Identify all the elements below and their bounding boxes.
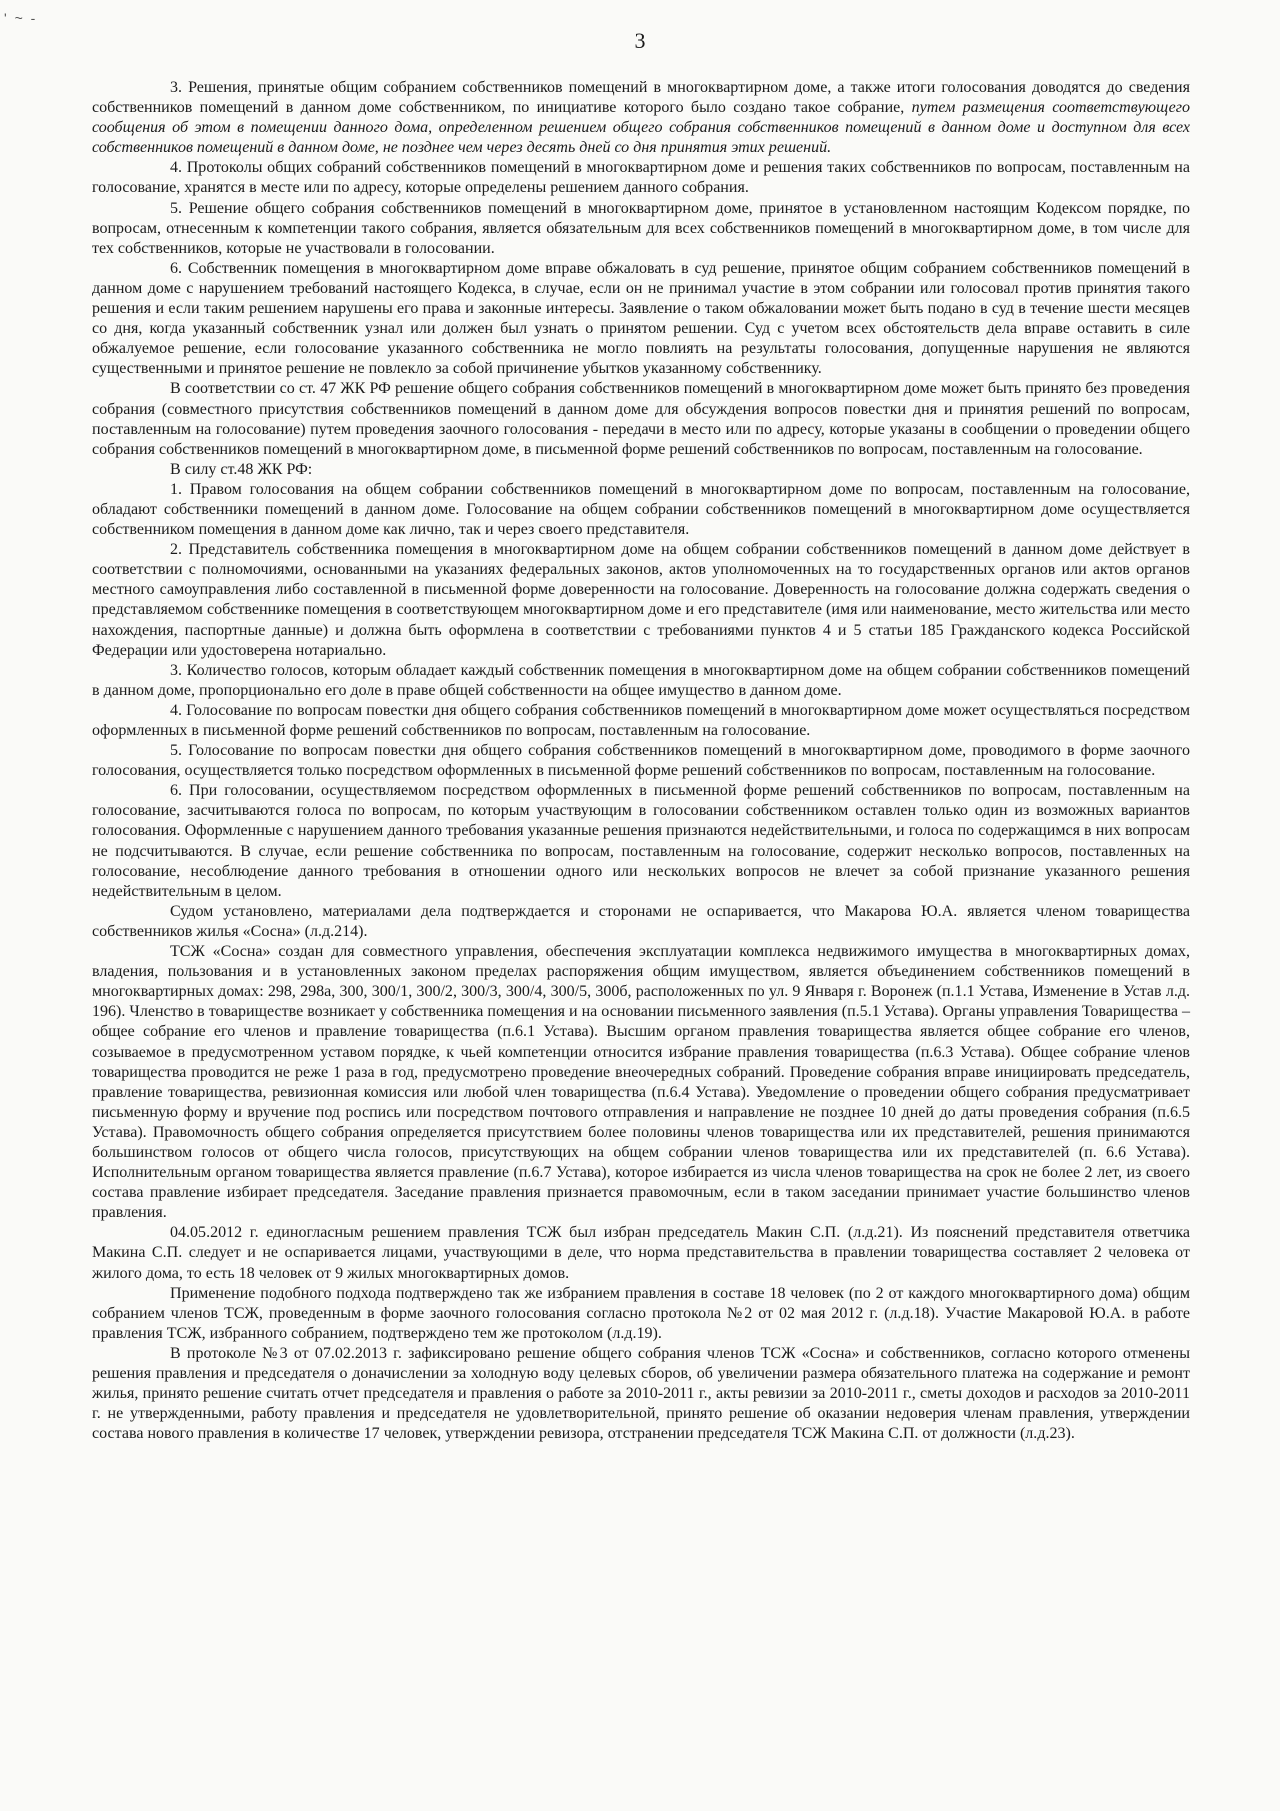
paragraph-15: 04.05.2012 г. единогласным решением правления ТСЖ был избран председатель Макин С.П. (л.д.21). Из пояснений представителя ответчика Макина С.П. следует и не оспаривается лицами, участвующими в деле, что норма представительства в правлении товарищества составляет 2 человека от жилого дома, то есть 18 человек от 9 жилых многоквартирных домов. bbox=[92, 1224, 1190, 1282]
paragraph-7: 1. Правом голосования на общем собрании собственников помещений в многоквартирном доме по вопросам, поставленным на голосование, обладают собственники помещений в данном доме. Голосование на общем собрании собственников помещений в многоквартирном доме осуществляется собственником помещения в данном доме как лично, так и через своего представителя. bbox=[92, 480, 1190, 539]
paragraph-1 bbox=[92, 78, 1190, 158]
page-number: 3 bbox=[634, 28, 646, 53]
paragraph-4: 6. Собственник помещения в многоквартирном доме вправе обжаловать в суд решение, принятое общим собранием собственников помещений в данном доме с нарушением требований настоящего Кодекса, в случае, если он не принимал участие в этом собрании или голосовал против принятия такого решения и если таким решением нарушены его права и законные интересы. Заявление о таком обжаловании может быть подано в суд в течение шести месяцев со дня, когда указанный собственник узнал или должен был узнать о принятом решении. Суд с учетом всех обстоятельств дела вправе оставить в силе обжалуемое решение, если голосование указанного собственника не могло повлиять на результаты голосования, допущенные нарушения не являются существенными и принятое решение не повлекло за собой причинение убытков указанному собственнику. bbox=[92, 259, 1190, 378]
paragraph-3: 5. Решение общего собрания собственников помещений в многоквартирном доме, принятое в установленном настоящим Кодексом порядке, по вопросам, отнесенным к компетенции такого собрания, является обязательным для всех собственников помещений в многоквартирном доме, в том числе для тех собственников, которые не участвовали в голосовании. bbox=[92, 199, 1190, 257]
paragraph-12: 6. При голосовании, осуществляемом посредством оформленных в письменной форме решений собственников по вопросам, поставленным на голосование, засчитываются голоса по вопросам, по которым участвующим в голосовании собственником оставлен только один из возможных вариантов голосования. Оформленные с нарушением данного требования указанные решения признаются недействительными, и голоса по содержащимся в них вопросам не подсчитываются. В случае, если решение собственника по вопросам, поставленным на голосование, содержит несколько вопросов, поставленных на голосование, несоблюдение данного требования в отношении одного или нескольких вопросов не влечет за собой признание указанного решения недействительным в целом. bbox=[92, 782, 1190, 900]
paragraph-10: 4. Голосование по вопросам повестки дня общего собрания собственников помещений в многоквартирном доме может осуществляться посредством оформленных в письменной форме решений собственников по вопросам, поставленным на голосование. bbox=[92, 701, 1190, 739]
paragraph-13: Судом установлено, материалами дела подтверждается и сторонами не оспаривается, что Макарова Ю.А. является членом товарищества собственников жилья «Сосна» (л.д.214). bbox=[92, 902, 1190, 940]
paragraph-text: 3. Решения, принятые общим собранием собственников помещений в многоквартирном доме, а также итоги голосования доводятся до сведения собственников помещений в данном доме собственником, по инициативе которого было создано такое собрание, bbox=[92, 79, 1190, 117]
paragraph-8: 2. Представитель собственника помещения в многоквартирном доме на общем собрании собственников помещений в данном доме действует в соответствии с полномочиями, основанными на указаниях федеральных законов, актов уполномоченных на то государственных органов или актов органов местного самоуправления либо составленной в письменной форме доверенности на голосование. Доверенность на голосование должна содержать сведения о представляемом собственнике помещения в соответствующем многоквартирном доме и его представителе (имя или наименование, место жительства или место нахождения, паспортные данные) и должна быть оформлена в соответствии с требованиями пунктов 4 и 5 статьи 185 Гражданского кодекса Российской Федерации или удостоверена нотариально. bbox=[92, 541, 1190, 659]
scan-mark: ' ~ - bbox=[4, 10, 38, 26]
paragraph-11: 5. Голосование по вопросам повестки дня общего собрания собственников помещений в многоквартирном доме, проводимого в форме заочного голосования, осуществляется только посредством оформленных в письменной форме решений собственников по вопросам, поставленным на голосование. bbox=[92, 742, 1190, 780]
paragraph-14: ТСЖ «Сосна» создан для совместного управления, обеспечения эксплуатации комплекса недвижимого имущества в многоквартирных домах, владения, пользования и в установленных законом пределах распоряжения общим имуществом, является объединением собственников помещений в многоквартирных домах: 298, 298а, 300, 300/1, 300/2, 300/3, 300/4, 300/5, 300б, расположенных по ул. 9 Января г. Воронеж (п.1.1 Устава, Изменение в Устав л.д. 196). Членство в товариществе возникает у собственника помещения и на основании письменного заявления (п.5.1 Устава). Органы управления Товарищества – общее собрание его членов и правление товарищества (п.6.1 Устава). Высшим органом правления товарищества является общее собрание его членов, созываемое в предусмотренном уставом порядке, к чьей компетенции относится избрание правления товарищества (п.6.3 Устава). Общее собрание членов товарищества проводится не реже 1 раза в год, предусмотрено проведение внеочередных собраний. Проведение собрания вправе инициировать председатель, правление товарищества, ревизионная комиссия или любой член товарищества (п.6.4 Устава). Уведомление о проведении общего собрания предусматривает письменную форму и вручение под роспись или посредством почтового отправления и направление не позднее 10 дней до даты проведения собрания (п.6.5 Устава). Правомочность общего собрания определяется присутствием более половины членов товарищества или их представителей, решения принимаются большинством голосов от общего числа голосов, присутствующих на общем собрании членов товарищества или их представителей (п. 6.6 Устава). Исполнительным органом товарищества является правление (п.6.7 Устава), которое избирается из числа членов товарищества на срок не более 2 лет, из своего состава правление избирает председателя. Заседание правления признается правомочным, если в таком заседании принимает участие большинство членов правления. bbox=[92, 943, 1190, 1222]
paragraph-17: В протоколе №3 от 07.02.2013 г. зафиксировано решение общего собрания членов ТСЖ «Сосна» и собственников, согласно которого отменены решения правления и председателя о доначислении за холодную воду целевых сборов, об увеличении размера обязательного платежа на содержание и ремонт жилья, принято решение считать отчет председателя и правления о работе за 2010-2011 г., акты ревизии за 2010-2011 г., сметы доходов и расходов за 2010-2011 г. не утвержденными, работу правления и председателя не удовлетворительной, принято решение об оказании недоверия членам правления, утверждении состава нового правления в количестве 17 человек, утверждении ревизора, отстранении председателя ТСЖ Макина С.П. от должности (л.д.23). bbox=[92, 1344, 1190, 1443]
paragraph-italic: путем размещения соответствующего сообщения об этом в помещении данного дома, определенном решением общего собрания собственников помещений в данном доме и доступном для всех собственников помещений в данном доме, не позднее чем через десять дней со дня принятия этих решений. bbox=[92, 99, 1190, 157]
paragraph-9: 3. Количество голосов, которым обладает каждый собственник помещения в многоквартирном доме на общем собрании собственников помещений в данном доме, пропорционально его доле в праве общей собственности на общее имущество в данном доме. bbox=[92, 661, 1190, 699]
paragraph-16: Применение подобного подхода подтверждено так же избранием правления в составе 18 человек (по 2 от каждого многоквартирного дома) общим собранием членов ТСЖ, проведенным в форме заочного голосования согласно протокола №2 от 02 мая 2012 г. (л.д.18). Участие Макаровой Ю.А. в работе правления ТСЖ, избранного собранием, подтверждено тем же протоколом (л.д.19). bbox=[92, 1284, 1190, 1342]
paragraph-6: В силу ст.48 ЖК РФ: bbox=[170, 460, 313, 478]
paragraph-2: 4. Протоколы общих собраний собственников помещений в многоквартирном доме и решения таких собственников по вопросам, поставленным на голосование, хранятся в месте или по адресу, которые определены решением данного собрания. bbox=[92, 159, 1190, 197]
paragraph-5: В соответствии со ст. 47 ЖК РФ решение общего собрания собственников помещений в многоквартирном доме может быть принято без проведения собрания (совместного присутствия собственников помещений в данном доме для обсуждения вопросов повестки дня и принятия решений по вопросам, поставленным на голосование) путем проведения заочного голосования - передачи в место или по адресу, которые указаны в сообщении о проведении общего собрания собственников помещений в многоквартирном доме, в письменной форме решений собственников по вопросам, поставленным на голосование. bbox=[92, 380, 1190, 458]
document-body bbox=[92, 78, 1190, 1444]
